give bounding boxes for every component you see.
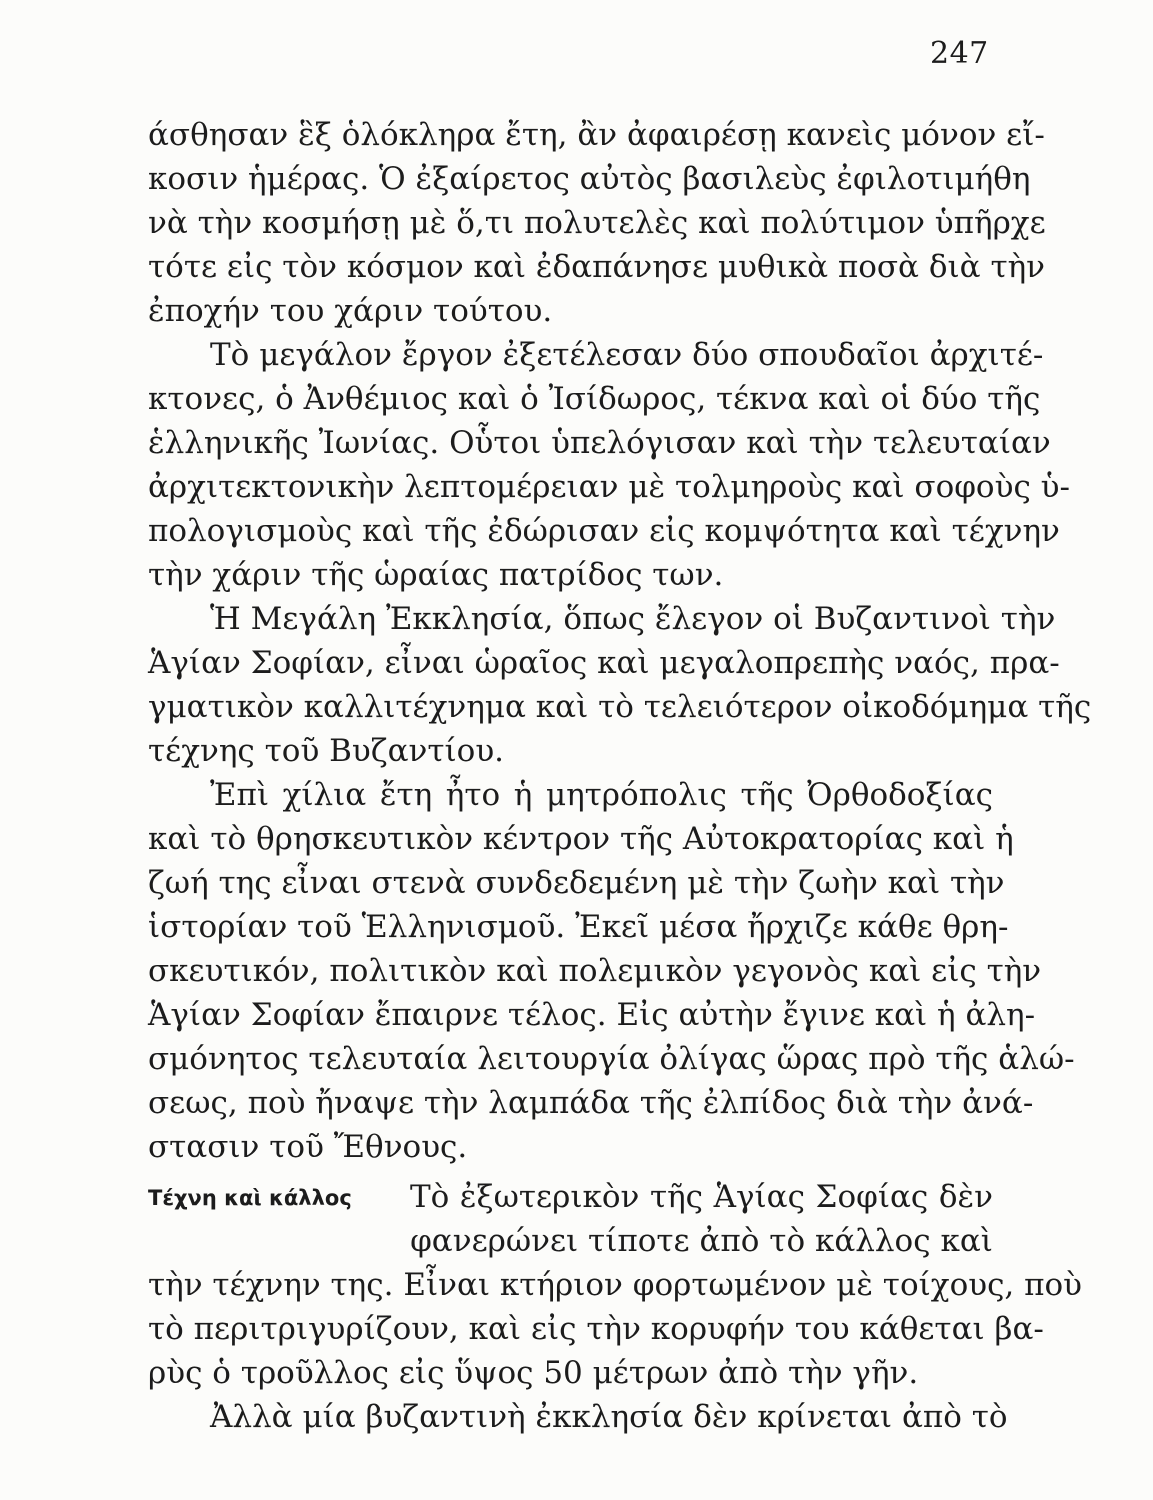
text-line: τὴν τέχνην της. Εἶναι κτήριον φορτωμένον μὲ τοίχους, ποὺ: [148, 1267, 1083, 1303]
text-line: σμόνητος τελευταία λειτουργία ὀλίγας ὥρας πρὸ τῆς ἁλώ-: [148, 1041, 1075, 1077]
text-line: κτονες, ὁ Ἀνθέμιος καὶ ὁ Ἰσίδωρος, τέκνα καὶ οἱ δύο τῆς: [148, 381, 1041, 417]
text-line: τέχνης τοῦ Βυζαντίου.: [148, 733, 505, 769]
text-line: Ἁγίαν Σοφίαν ἔπαιρνε τέλος. Εἰς αὐτὴν ἔγινε καὶ ἡ ἀλη-: [148, 997, 1036, 1033]
text-line: καὶ τὸ θρησκευτικὸν κέντρον τῆς Αὐτοκρατορίας καὶ ἡ: [148, 821, 1014, 857]
text-line: ἑλληνικῆς Ἰωνίας. Οὗτοι ὑπελόγισαν καὶ τὴν τελευταίαν: [148, 425, 1051, 461]
text-line: σκευτικόν, πολιτικὸν καὶ πολεμικὸν γεγονὸς καὶ εἰς τὴν: [148, 953, 1042, 989]
text-line: γματικὸν καλλιτέχνημα καὶ τὸ τελειότερον οἰκοδόμημα τῆς: [148, 689, 1092, 725]
text-line: κοσιν ἡμέρας. Ὁ ἐξαίρετος αὐτὸς βασιλεὺς ἐφιλοτιμήθη: [148, 161, 1031, 197]
text-line: Ἐπὶ χίλια ἔτη ἦτο ἡ μητρόπολις τῆς Ὀρθοδοξίας: [210, 777, 993, 813]
section-heading: Τέχνη καὶ κάλλος: [148, 1186, 352, 1210]
text-line: στασιν τοῦ Ἔθνους.: [148, 1129, 468, 1165]
text-line: ἱστορίαν τοῦ Ἑλληνισμοῦ. Ἐκεῖ μέσα ἤρχιζε κάθε θρη-: [148, 909, 1009, 945]
text-line: τὴν χάριν τῆς ὡραίας πατρίδος των.: [148, 557, 724, 593]
text-line: άσθησαν ἓξ ὁλόκληρα ἔτη, ἂν ἀφαιρέσῃ κανεὶς μόνον εἴ-: [148, 117, 1045, 153]
text-line: Τὸ ἐξωτερικὸν τῆς Ἁγίας Σοφίας δὲν: [410, 1179, 993, 1215]
text-line: Τὸ μεγάλον ἔργον ἐξετέλεσαν δύο σπουδαῖοι ἀρχιτέ-: [210, 337, 1044, 373]
text-line: πολογισμοὺς καὶ τῆς ἐδώρισαν εἰς κομψότητα καὶ τέχνην: [148, 513, 1060, 549]
text-line: Ἁγίαν Σοφίαν, εἶναι ὡραῖος καὶ μεγαλοπρεπὴς ναός, πρα-: [148, 645, 1060, 681]
text-line: φανερώνει τίποτε ἀπὸ τὸ κάλλος καὶ: [410, 1223, 993, 1259]
page-number: 247: [930, 36, 989, 71]
text-line: σεως, ποὺ ἤναψε τὴν λαμπάδα τῆς ἐλπίδος διὰ τὴν ἀνά-: [148, 1085, 1034, 1121]
text-line: νὰ τὴν κοσμήσῃ μὲ ὅ,τι πολυτελὲς καὶ πολύτιμον ὑπῆρχε: [148, 205, 1046, 241]
text-line: τὸ περιτριγυρίζουν, καὶ εἰς τὴν κορυφήν του κάθεται βα-: [148, 1311, 1044, 1347]
text-line: ἀρχιτεκτονικὴν λεπτομέρειαν μὲ τολμηροὺς καὶ σοφοὺς ὑ-: [148, 469, 1070, 505]
text-line: ἐποχήν του χάριν τούτου.: [148, 293, 553, 329]
text-line: Ἀλλὰ μία βυζαντινὴ ἐκκλησία δὲν κρίνεται ἀπὸ τὸ: [210, 1399, 1008, 1435]
text-line: ζωή της εἶναι στενὰ συνδεδεμένη μὲ τὴν ζωὴν καὶ τὴν: [148, 865, 1005, 901]
text-line: ρὺς ὁ τροῦλλος εἰς ὕψος 50 μέτρων ἀπὸ τὴν γῆν.: [148, 1355, 919, 1391]
text-line: Ἡ Μεγάλη Ἐκκλησία, ὅπως ἔλεγον οἱ Βυζαντινοὶ τὴν: [210, 601, 1056, 637]
text-line: τότε εἰς τὸν κόσμον καὶ ἐδαπάνησε μυθικὰ ποσὰ διὰ τὴν: [148, 249, 1046, 285]
